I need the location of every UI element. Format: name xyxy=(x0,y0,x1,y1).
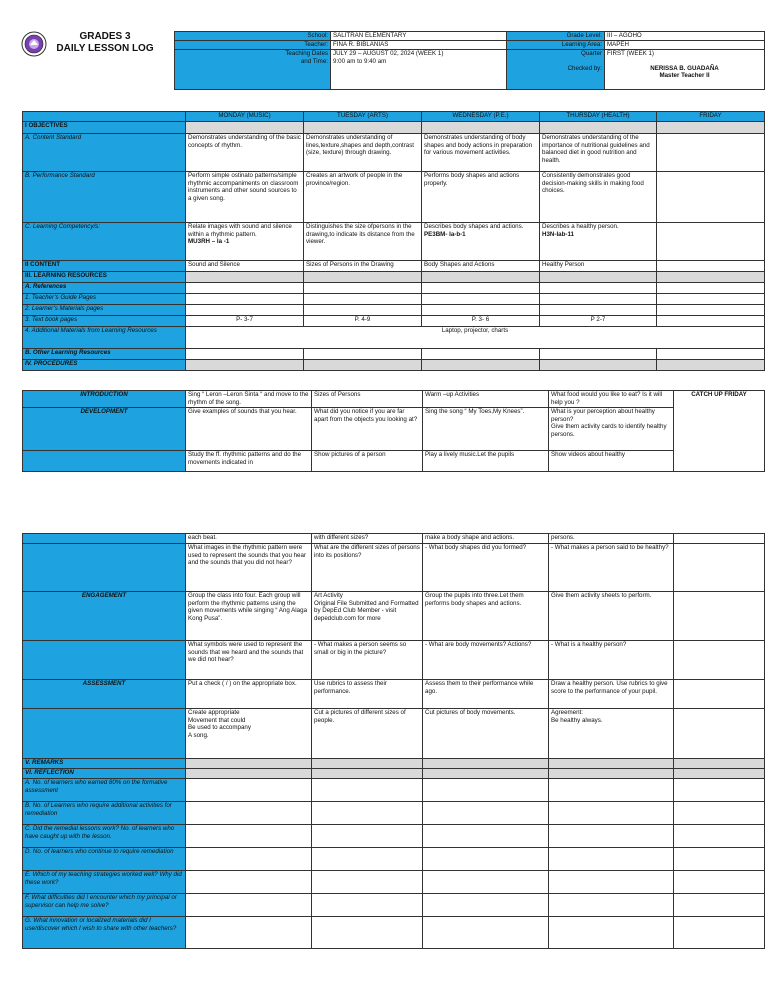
additional-materials-value: Laptop, projector, charts xyxy=(186,327,765,349)
remarks-heading: V. REMARKS xyxy=(23,759,186,769)
development2-wed: Play a lively music.Let the pupils xyxy=(423,451,549,472)
introduction-mon: Sing “ Leron –Leron Sinta “ and move to the rhythm of the song. xyxy=(186,391,312,408)
day-monday: MONDAY (MUSIC) xyxy=(186,112,304,122)
competency-label: C. Learning Competency/s: xyxy=(23,223,186,261)
competency-wed xyxy=(422,223,540,261)
content-fri xyxy=(657,261,765,272)
quarter-value xyxy=(605,50,765,90)
checker-title: Master Teacher II xyxy=(659,72,710,80)
content-wed: Body Shapes and Actions xyxy=(422,261,540,272)
resources-heading: III. LEARNING RESOURCES xyxy=(23,272,186,283)
day-thursday: THURSDAY (HEALTH) xyxy=(540,112,657,122)
content-standard-wed: Demonstrates understanding of body shapes and body actions in preparation for various movement activities. xyxy=(422,134,540,172)
other-resources-heading: B. Other Learning Resources xyxy=(23,349,186,360)
engagement-thu: Give them activity sheets to perform. xyxy=(549,592,674,641)
content-heading: II CONTENT xyxy=(23,261,186,272)
competency-code: H3N-Iab-11 xyxy=(542,230,574,238)
question1-wed: - What body shapes did you formed? xyxy=(423,544,549,592)
introduction-label: INTRODUCTION xyxy=(23,391,186,408)
assessment-tue: Use rubrics to assess their performance. xyxy=(312,680,423,709)
development-tue: What did you notice if you are far apart from the objects you looking at? xyxy=(312,408,423,451)
question2-tue: - What makes a person seems so small or big in the picture? xyxy=(312,641,423,680)
lesson-table-page2 xyxy=(22,533,765,949)
teaching-dates-value: JULY 29 – AUGUST 02, 2024 (WEEK 1) 9:00 am to 9:40 am xyxy=(331,50,507,90)
assessment2-mon: Create appropriate Movement that could Be used to accompany A song. xyxy=(186,709,312,759)
cont-tue: with different sizes? xyxy=(312,534,423,544)
introduction-thu: What food would you like to eat? Is it will help you ? xyxy=(549,391,674,408)
competency-code: MU3RH – Ia -1 xyxy=(188,238,230,246)
assessment-thu: Draw a healthy person. Use rubrics to give score to the performance of your pupil. xyxy=(549,680,674,709)
learners-materials-label: 2. Learner’s Materials pages xyxy=(23,305,186,316)
question2-wed: - What are body movements? Actions? xyxy=(423,641,549,680)
learning-area-label: Learning Area: xyxy=(507,41,605,50)
reflection-g: G. What innovation or localized materials did I use/discover which I wish to share with other teachers? xyxy=(23,917,186,949)
grade-level-label: Grade Level: xyxy=(507,32,605,41)
introduction-tue: Sizes of Persons xyxy=(312,391,423,408)
content-tue: Sizes of Persons in the Drawing xyxy=(304,261,422,272)
question2-thu: - What is a healthy person? xyxy=(549,641,674,680)
reflection-d: D. No. of learners who continue to require remediation xyxy=(23,848,186,871)
assessment-label: ASSESSMENT xyxy=(23,680,186,709)
cont-mon: each beat. xyxy=(186,534,312,544)
competency-thu xyxy=(540,223,657,261)
performance-standard-fri xyxy=(657,172,765,223)
reflection-c: C. Did the remedial lessons work? No. of learners who have caught up with the lesson. xyxy=(23,825,186,848)
reflection-f: F. What difficulties did I encounter which my principal or supervisor can help me solve? xyxy=(23,894,186,917)
assessment-wed: Assess them to their performance while ago. xyxy=(423,680,549,709)
performance-standard-mon: Perform simple ostinato patterns/simple rhythmic accompaniments on classroom instruments and other sound sources to a given song. xyxy=(186,172,304,223)
engagement-tue: Art Activity Original File Submitted and Formatted by DepEd Club Member - visit depedclub.com for more xyxy=(312,592,423,641)
textbook-mon: P- 3-7 xyxy=(186,316,304,327)
performance-standard-wed: Performs body shapes and actions properly. xyxy=(422,172,540,223)
checker-name: NERISSA B. GUADAÑA xyxy=(650,64,719,72)
assessment-mon: Put a check ( / ) on the appropriate box. xyxy=(186,680,312,709)
title-line-1: GRADES 3 xyxy=(79,31,131,42)
procedures-table-page1 xyxy=(22,390,765,472)
introduction-wed: Warm –up Activities xyxy=(423,391,549,408)
cont-thu: persons. xyxy=(549,534,674,544)
development2-thu: Show videos about healthy xyxy=(549,451,674,472)
development-wed: Sing the song “ My Toes,My Knees”. xyxy=(423,408,549,451)
corner-cell xyxy=(23,112,186,122)
content-standard-thu: Demonstrates understanding of the importance of nutritional guidelines and balanced diet in good nutrition and health. xyxy=(540,134,657,172)
day-tuesday: TUESDAY (ARTS) xyxy=(304,112,422,122)
learning-area-value: MAPEH xyxy=(605,41,765,50)
reflection-b: B. No. of Learners who require additional activities for remediation xyxy=(23,802,186,825)
competency-text: Describes a healthy person. xyxy=(542,223,619,230)
title-line-2: DAILY LESSON LOG xyxy=(56,43,154,54)
quarter-text: FIRST (WEEK 1) xyxy=(607,50,654,57)
reflection-heading: VI. REFLECTION xyxy=(23,769,186,779)
development-mon: Give examples of sounds that you hear. xyxy=(186,408,312,451)
content-standard-mon: Demonstrates understanding of the basic concepts of rhythm. xyxy=(186,134,304,172)
competency-fri xyxy=(657,223,765,261)
grade-level-value: III – AGOHO xyxy=(605,32,765,41)
content-mon: Sound and Silence xyxy=(186,261,304,272)
cont-wed: make a body shape and actions. xyxy=(423,534,549,544)
procedures-heading: IV. PROCEDURES xyxy=(23,360,186,371)
textbook-tue: P. 4-9 xyxy=(304,316,422,327)
teachers-guide-label: 1. Teacher’s Guide Pages xyxy=(23,294,186,305)
competency-code: PE3BM- Ia-b-1 xyxy=(424,230,466,238)
assessment2-wed: Cut pictures of body movements. xyxy=(423,709,549,759)
objectives-heading: I OBJECTIVES xyxy=(23,122,186,134)
day-wednesday: WEDNESDAY (P.E.) xyxy=(422,112,540,122)
performance-standard-tue: Creates an artwork of people in the province/region. xyxy=(304,172,422,223)
competency-text: Describes body shapes and actions. xyxy=(424,223,524,230)
lesson-table-page1 xyxy=(22,111,765,371)
performance-standard-label: B. Performance Standard xyxy=(23,172,186,223)
teaching-dates-label: Teaching Dates and Time: xyxy=(175,50,331,90)
competency-mon xyxy=(186,223,304,261)
engagement-wed: Group the pupils into three.Let them performs body shapes and actions. xyxy=(423,592,549,641)
deped-seal-icon xyxy=(21,31,47,57)
header-info-table xyxy=(174,31,765,90)
question1-tue: What are the different sizes of persons into its positions? xyxy=(312,544,423,592)
assessment2-thu: Agreement: Be healthy always. xyxy=(549,709,674,759)
development2-tue: Show pictures of a person xyxy=(312,451,423,472)
development-thu: What is your perception about healthy person? Give them activity cards to identify healthy persons. xyxy=(549,408,674,451)
reflection-e: E. Which of my teaching strategies worked well? Why did these work? xyxy=(23,871,186,894)
quarter-label: Quarter Checked by: xyxy=(507,50,605,90)
textbook-fri xyxy=(657,316,765,327)
textbook-thu: P 2-7 xyxy=(540,316,657,327)
textbook-label: 3. Text book pages xyxy=(23,316,186,327)
additional-materials-label: 4. Additional Materials from Learning Resources xyxy=(23,327,186,349)
content-standard-tue: Demonstrates understanding of lines,texture,shapes and depth,contrast (size, texture) through drawing. xyxy=(304,134,422,172)
question2-mon: What symbols were used to represent the sounds that we heard and the sounds that we did not hear? xyxy=(186,641,312,680)
catch-up-friday: CATCH UP FRIDAY xyxy=(674,391,765,472)
question1-thu: - What makes a person said to be healthy? xyxy=(549,544,674,592)
reflection-a: A. No. of learners who earned 80% on the formative assessment xyxy=(23,779,186,802)
performance-standard-thu: Consistently demonstrates good decision-making skills in making food choices. xyxy=(540,172,657,223)
school-label: School: xyxy=(175,32,331,41)
school-value: SALITRAN ELEMENTARY xyxy=(331,32,507,41)
day-friday: FRIDAY xyxy=(657,112,765,122)
content-thu: Healthy Person xyxy=(540,261,657,272)
engagement-label: ENGAGEMENT xyxy=(23,592,186,641)
content-standard-label: A. Content Standard xyxy=(23,134,186,172)
development2-mon: Study the ff. rhythmic patterns and do the movements indicated in xyxy=(186,451,312,472)
competency-text: Distinguishes the size ofpersons in the drawing,to indicate its distance from the viewer. xyxy=(306,223,415,246)
development-label: DEVELOPMENT xyxy=(23,408,186,451)
engagement-mon: Group the class into four. Each group will perform the rhythmic patterns using the given movements while singing “ Ang Alaga Kong Pusa”. xyxy=(186,592,312,641)
assessment2-tue: Cut a pictures of different sizes of people. xyxy=(312,709,423,759)
competency-tue xyxy=(304,223,422,261)
competency-text: Relate images with sound and silence within a rhythmic pattern. xyxy=(188,223,292,238)
question1-mon: What images in the rhythmic pattern were used to represent the sounds that you hear and the sounds that you did not hear? xyxy=(186,544,312,592)
content-standard-fri xyxy=(657,134,765,172)
teacher-label: Teacher: xyxy=(175,41,331,50)
references-heading: A. References xyxy=(23,283,186,294)
teacher-value: FINA R. BIBLANIAS xyxy=(331,41,507,50)
textbook-wed: P. 3- 6 xyxy=(422,316,540,327)
